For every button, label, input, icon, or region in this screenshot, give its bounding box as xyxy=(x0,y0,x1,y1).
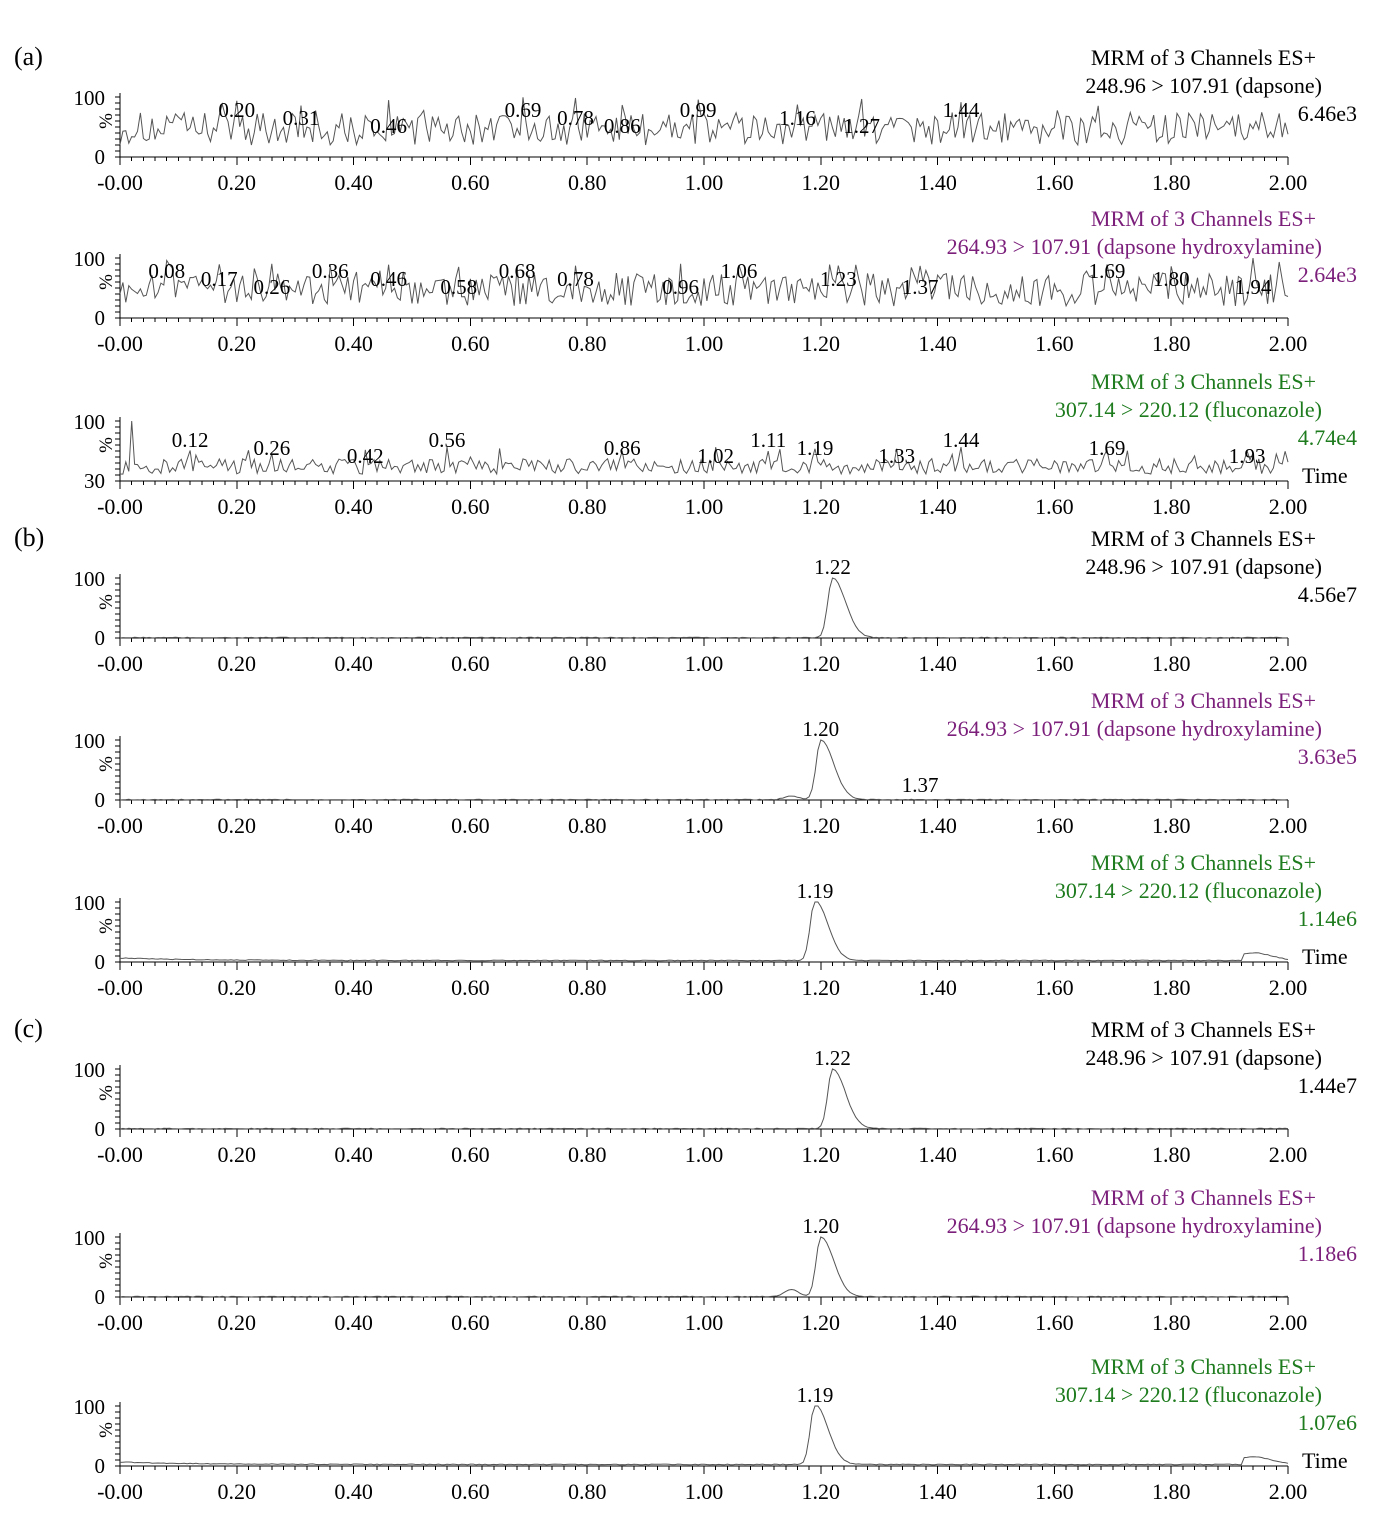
x-tick-label: -0.00 xyxy=(97,813,143,838)
peak-label: 0.36 xyxy=(311,259,349,283)
y-tick-label: 0 xyxy=(94,1285,105,1309)
transition-label: 307.14 > 220.12 (fluconazole) xyxy=(1054,878,1322,903)
y-tick-label: 0 xyxy=(94,306,105,330)
peak-label: 1.23 xyxy=(819,267,857,291)
x-tick-label: 1.40 xyxy=(918,813,957,838)
x-tick-label: -0.00 xyxy=(97,170,143,195)
chromatogram-panel xyxy=(74,688,1358,838)
x-tick-label: -0.00 xyxy=(97,494,143,519)
x-tick-label: 0.80 xyxy=(567,1479,607,1504)
y-axis-label: % xyxy=(96,1253,117,1269)
y-tick-label: 0 xyxy=(94,626,105,650)
x-tick-label: 0.40 xyxy=(334,975,373,1000)
peak-label: 0.17 xyxy=(200,267,238,291)
x-tick-label: 1.20 xyxy=(801,170,841,195)
x-tick-label: 1.40 xyxy=(918,170,957,195)
y-tick-label: 100 xyxy=(73,729,105,753)
transition-label: 307.14 > 220.12 (fluconazole) xyxy=(1054,1382,1322,1407)
peak-label: 0.26 xyxy=(253,436,291,460)
x-tick-label: 1.60 xyxy=(1035,813,1074,838)
y-tick-label: 0 xyxy=(94,1454,105,1478)
transition-label: 248.96 > 107.91 (dapsone) xyxy=(1085,73,1322,98)
y-tick-label: 0 xyxy=(94,1117,105,1141)
peak-label: 1.19 xyxy=(796,436,834,460)
x-tick-label: 2.00 xyxy=(1268,813,1308,838)
x-tick-label: 1.00 xyxy=(684,1142,724,1167)
transition-label: 264.93 > 107.91 (dapsone hydroxylamine) xyxy=(946,234,1322,259)
x-tick-label: 0.40 xyxy=(334,1310,373,1335)
peak-label: 1.20 xyxy=(802,717,840,741)
x-tick-label: 1.20 xyxy=(801,331,841,356)
x-tick-label: -0.00 xyxy=(97,1310,143,1335)
x-tick-label: 1.40 xyxy=(918,1142,957,1167)
x-tick-label: -0.00 xyxy=(97,1479,143,1504)
y-tick-label: 100 xyxy=(73,567,105,591)
y-tick-label: 0 xyxy=(94,950,105,974)
x-tick-label: 1.80 xyxy=(1151,331,1191,356)
x-tick-label: 1.00 xyxy=(684,651,724,676)
x-tick-label: 1.80 xyxy=(1151,813,1191,838)
peak-label: 0.26 xyxy=(253,275,291,299)
x-tick-label: 1.40 xyxy=(918,975,957,1000)
chromatogram-panel xyxy=(74,1185,1358,1335)
peak-label: 1.69 xyxy=(1088,259,1126,283)
chromatogram-trace xyxy=(120,578,1288,638)
x-tick-label: 0.20 xyxy=(217,651,257,676)
peak-label: 0.46 xyxy=(370,114,408,138)
transition-label: 307.14 > 220.12 (fluconazole) xyxy=(1054,397,1322,422)
x-tick-label: 1.20 xyxy=(801,1310,841,1335)
peak-label: 0.78 xyxy=(557,106,594,130)
x-tick-label: 1.40 xyxy=(918,651,957,676)
peak-label: 1.20 xyxy=(802,1214,840,1238)
x-tick-label: 2.00 xyxy=(1268,1310,1308,1335)
x-tick-label: 1.80 xyxy=(1151,651,1191,676)
intensity-label: 4.56e7 xyxy=(1297,582,1357,607)
transition-label: 248.96 > 107.91 (dapsone) xyxy=(1085,554,1322,579)
x-tick-label: 1.60 xyxy=(1035,975,1074,1000)
channel-title: MRM of 3 Channels ES+ xyxy=(1090,206,1316,231)
x-tick-label: 0.60 xyxy=(451,1310,490,1335)
x-tick-label: 0.80 xyxy=(567,1310,607,1335)
x-tick-label: 0.60 xyxy=(451,1142,490,1167)
x-tick-label: 0.20 xyxy=(217,1310,257,1335)
x-tick-label: 1.00 xyxy=(684,975,724,1000)
y-axis-label: % xyxy=(96,1422,117,1438)
x-tick-label: 0.20 xyxy=(217,1479,257,1504)
x-tick-label: 1.60 xyxy=(1035,1479,1074,1504)
peak-label: 1.93 xyxy=(1228,444,1266,468)
x-tick-label: 1.20 xyxy=(801,1142,841,1167)
x-tick-label: 0.40 xyxy=(334,494,373,519)
chromatogram-trace xyxy=(120,1069,1288,1129)
x-tick-label: 2.00 xyxy=(1268,170,1308,195)
x-tick-label: 1.80 xyxy=(1151,975,1191,1000)
intensity-label: 1.44e7 xyxy=(1297,1073,1357,1098)
y-axis-label: % xyxy=(96,437,117,453)
intensity-label: 3.63e5 xyxy=(1297,744,1357,769)
x-tick-label: 0.20 xyxy=(217,975,257,1000)
x-tick-label: 1.80 xyxy=(1151,1310,1191,1335)
y-axis-label: % xyxy=(96,113,117,129)
x-tick-label: 2.00 xyxy=(1268,494,1308,519)
x-axis-label: Time xyxy=(1302,1448,1348,1473)
peak-label: 0.56 xyxy=(428,428,466,452)
peak-label: 0.86 xyxy=(603,436,641,460)
x-tick-label: 0.40 xyxy=(334,651,373,676)
y-axis-label: % xyxy=(96,756,117,772)
peak-label: 0.69 xyxy=(504,98,542,122)
chromatogram-panel xyxy=(14,523,1357,676)
peak-label: 0.78 xyxy=(557,267,594,291)
x-tick-label: 0.80 xyxy=(567,1142,607,1167)
channel-title: MRM of 3 Channels ES+ xyxy=(1090,1354,1316,1379)
x-tick-label: 1.20 xyxy=(801,813,841,838)
channel-title: MRM of 3 Channels ES+ xyxy=(1090,45,1316,70)
x-tick-label: 0.20 xyxy=(217,331,257,356)
peak-label: 0.46 xyxy=(370,267,408,291)
x-tick-label: 0.80 xyxy=(567,494,607,519)
x-tick-label: 1.40 xyxy=(918,331,957,356)
x-tick-label: 1.80 xyxy=(1151,170,1191,195)
x-tick-label: 1.60 xyxy=(1035,1142,1074,1167)
x-tick-label: 0.40 xyxy=(334,1479,373,1504)
x-tick-label: 1.20 xyxy=(801,1479,841,1504)
peak-label: 0.31 xyxy=(282,106,320,130)
y-axis-label: % xyxy=(96,918,117,934)
peak-label: 1.22 xyxy=(814,1046,851,1070)
chromatogram-panel xyxy=(14,42,1357,195)
x-tick-label: 1.40 xyxy=(918,494,957,519)
peak-label: 0.08 xyxy=(148,259,186,283)
x-tick-label: 0.80 xyxy=(567,813,607,838)
x-axis-label: Time xyxy=(1302,463,1348,488)
peak-label: 1.44 xyxy=(942,428,980,452)
x-tick-label: 0.20 xyxy=(217,1142,257,1167)
x-tick-label: 2.00 xyxy=(1268,651,1308,676)
x-tick-label: 0.40 xyxy=(334,1142,373,1167)
x-tick-label: 1.00 xyxy=(684,813,724,838)
chromatogram-panel xyxy=(74,850,1358,1000)
panel-label: (a) xyxy=(14,42,43,71)
channel-title: MRM of 3 Channels ES+ xyxy=(1090,688,1316,713)
peak-label: 0.96 xyxy=(662,275,700,299)
peak-label: 0.99 xyxy=(679,98,717,122)
chromatogram-trace xyxy=(120,1406,1288,1465)
x-tick-label: 0.40 xyxy=(334,331,373,356)
x-tick-label: 0.80 xyxy=(567,975,607,1000)
x-tick-label: 1.20 xyxy=(801,651,841,676)
chromatogram-trace xyxy=(120,740,1288,800)
transition-label: 264.93 > 107.91 (dapsone hydroxylamine) xyxy=(946,1213,1322,1238)
peak-label: 1.16 xyxy=(779,106,816,130)
channel-title: MRM of 3 Channels ES+ xyxy=(1090,369,1316,394)
peak-label: 1.69 xyxy=(1088,436,1126,460)
channel-title: MRM of 3 Channels ES+ xyxy=(1090,850,1316,875)
x-tick-label: 1.80 xyxy=(1151,1142,1191,1167)
chromatogram-trace xyxy=(120,902,1288,961)
x-tick-label: 0.80 xyxy=(567,170,607,195)
x-axis-label: Time xyxy=(1302,944,1348,969)
transition-label: 264.93 > 107.91 (dapsone hydroxylamine) xyxy=(946,716,1322,741)
peak-label: 1.33 xyxy=(878,444,916,468)
peak-label: 1.94 xyxy=(1234,275,1272,299)
peak-label: 1.44 xyxy=(942,98,980,122)
x-tick-label: 1.20 xyxy=(801,975,841,1000)
chromatogram-panel xyxy=(74,1354,1358,1504)
chromatogram-trace xyxy=(120,1237,1288,1297)
x-tick-label: 0.60 xyxy=(451,651,490,676)
y-axis-label: % xyxy=(96,1085,117,1101)
x-tick-label: 0.60 xyxy=(451,975,490,1000)
peak-label: 0.58 xyxy=(440,275,478,299)
x-tick-label: 2.00 xyxy=(1268,1479,1308,1504)
x-tick-label: 1.60 xyxy=(1035,651,1074,676)
peak-label: 1.80 xyxy=(1152,267,1190,291)
x-tick-label: 2.00 xyxy=(1268,975,1308,1000)
y-tick-label: 100 xyxy=(73,410,105,434)
x-tick-label: 0.60 xyxy=(451,494,490,519)
x-tick-label: 2.00 xyxy=(1268,331,1308,356)
peak-label: 1.19 xyxy=(796,879,834,903)
x-tick-label: 0.60 xyxy=(451,1479,490,1504)
y-tick-label: 100 xyxy=(73,1395,105,1419)
y-tick-label: 100 xyxy=(73,247,105,271)
x-tick-label: 1.60 xyxy=(1035,1310,1074,1335)
peak-label: 0.20 xyxy=(218,98,256,122)
x-tick-label: 1.00 xyxy=(684,1479,724,1504)
x-tick-label: 2.00 xyxy=(1268,1142,1308,1167)
x-tick-label: 1.80 xyxy=(1151,494,1191,519)
y-axis-label: % xyxy=(96,594,117,610)
y-tick-label: 30 xyxy=(84,469,105,493)
intensity-label: 4.74e4 xyxy=(1297,425,1357,450)
intensity-label: 2.64e3 xyxy=(1297,262,1357,287)
chromatogram-panel xyxy=(14,1014,1357,1167)
peak-label: 0.68 xyxy=(498,259,536,283)
chromatogram-panel xyxy=(74,369,1358,519)
peak-label: 0.12 xyxy=(171,428,209,452)
chromatogram-panel xyxy=(74,206,1358,356)
x-tick-label: 0.60 xyxy=(451,813,490,838)
x-tick-label: 1.60 xyxy=(1035,494,1074,519)
peak-label: 1.06 xyxy=(720,259,758,283)
x-tick-label: 1.60 xyxy=(1035,170,1074,195)
y-tick-label: 100 xyxy=(73,891,105,915)
x-tick-label: 1.00 xyxy=(684,1310,724,1335)
x-tick-label: -0.00 xyxy=(97,975,143,1000)
x-tick-label: 0.80 xyxy=(567,331,607,356)
y-tick-label: 100 xyxy=(73,1226,105,1250)
peak-label: 1.22 xyxy=(814,555,851,579)
x-tick-label: -0.00 xyxy=(97,1142,143,1167)
y-axis-label: % xyxy=(96,274,117,290)
x-tick-label: 0.40 xyxy=(334,813,373,838)
x-tick-label: 0.40 xyxy=(334,170,373,195)
channel-title: MRM of 3 Channels ES+ xyxy=(1090,1185,1316,1210)
x-tick-label: 1.80 xyxy=(1151,1479,1191,1504)
x-tick-label: 0.20 xyxy=(217,170,257,195)
channel-title: MRM of 3 Channels ES+ xyxy=(1090,526,1316,551)
x-tick-label: 1.00 xyxy=(684,494,724,519)
y-tick-label: 0 xyxy=(94,145,105,169)
peak-label: 0.42 xyxy=(346,444,384,468)
x-tick-label: 1.00 xyxy=(684,170,724,195)
x-tick-label: -0.00 xyxy=(97,331,143,356)
panel-label: (c) xyxy=(14,1014,43,1043)
peak-label: 1.19 xyxy=(796,1383,834,1407)
x-tick-label: 1.40 xyxy=(918,1479,957,1504)
transition-label: 248.96 > 107.91 (dapsone) xyxy=(1085,1045,1322,1070)
x-tick-label: 0.80 xyxy=(567,651,607,676)
panel-label: (b) xyxy=(14,523,45,552)
peak-label: 1.37 xyxy=(901,275,939,299)
peak-label: 1.02 xyxy=(697,444,735,468)
x-tick-label: -0.00 xyxy=(97,651,143,676)
peak-label: 1.27 xyxy=(843,114,881,138)
peak-label: 1.37 xyxy=(901,773,939,797)
intensity-label: 1.14e6 xyxy=(1297,906,1357,931)
x-tick-label: 1.20 xyxy=(801,494,841,519)
channel-title: MRM of 3 Channels ES+ xyxy=(1090,1017,1316,1042)
y-tick-label: 100 xyxy=(73,1058,105,1082)
y-tick-label: 100 xyxy=(73,86,105,110)
x-tick-label: 0.20 xyxy=(217,813,257,838)
intensity-label: 1.07e6 xyxy=(1297,1410,1357,1435)
x-tick-label: 0.60 xyxy=(451,170,490,195)
x-tick-label: 0.20 xyxy=(217,494,257,519)
peak-label: 1.11 xyxy=(750,428,787,452)
x-tick-label: 1.60 xyxy=(1035,331,1074,356)
intensity-label: 6.46e3 xyxy=(1297,101,1357,126)
intensity-label: 1.18e6 xyxy=(1297,1241,1357,1266)
x-tick-label: 1.40 xyxy=(918,1310,957,1335)
x-tick-label: 1.00 xyxy=(684,331,724,356)
peak-label: 0.86 xyxy=(603,114,641,138)
y-tick-label: 0 xyxy=(94,788,105,812)
x-tick-label: 0.60 xyxy=(451,331,490,356)
